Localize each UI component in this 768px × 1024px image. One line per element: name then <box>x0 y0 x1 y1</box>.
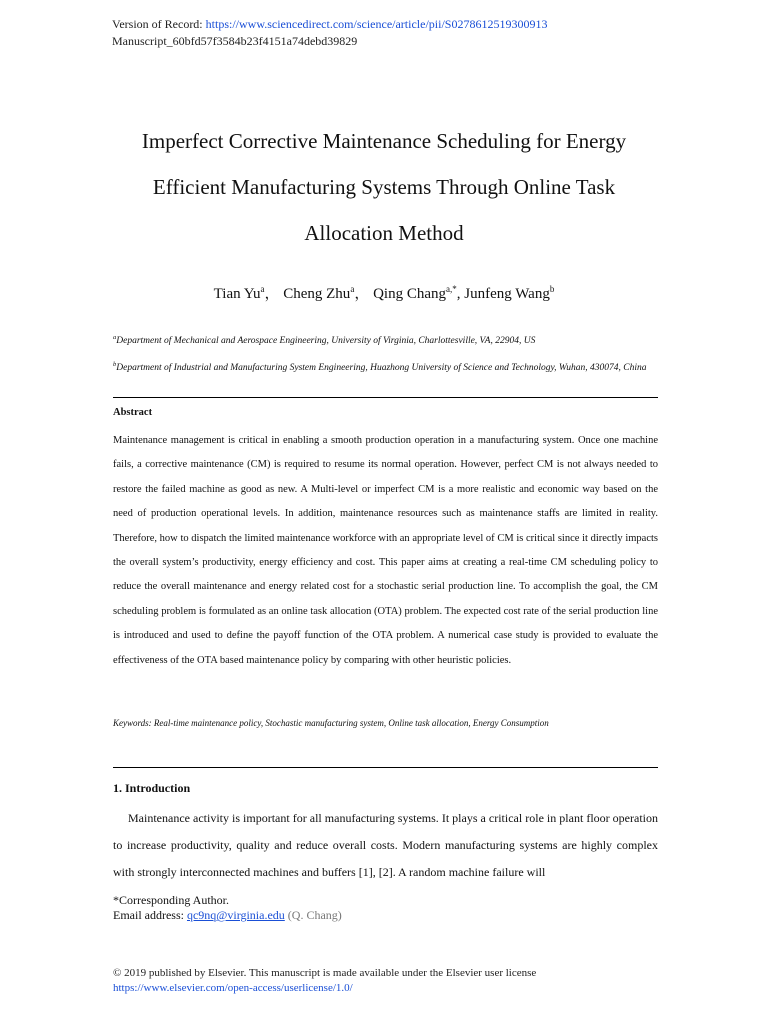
paper-title <box>60 118 708 256</box>
author-name: Junfeng Wang <box>464 286 550 302</box>
divider <box>113 767 658 768</box>
author-name: Qing Chang <box>373 286 446 302</box>
affiliation-a <box>113 326 658 353</box>
keywords: Keywords: Real-time maintenance policy, Stochastic manufacturing system, Online task allocation, Energy Consumption <box>113 718 549 728</box>
author-affiliation-mark: a <box>350 284 355 294</box>
affiliation-mark: a <box>113 334 117 341</box>
email-link[interactable]: qc9nq@virginia.edu <box>186 908 285 922</box>
corresponding-author-footnote <box>113 893 342 923</box>
email-label: Email address: <box>113 908 187 922</box>
title-line-2: Efficient Manufacturing Systems Through Online Task <box>152 175 616 199</box>
email-suffix: (Q. Chang) <box>284 908 342 922</box>
title-line-1: Imperfect Corrective Maintenance Scheduling for Energy <box>141 129 627 153</box>
author-name: Tian Yu <box>213 286 261 302</box>
author-affiliation-mark: a,* <box>446 284 457 294</box>
license-text: © 2019 published by Elsevier. This manuscript is made available under the Elsevier user license <box>113 967 537 979</box>
author-list <box>0 282 768 303</box>
author-affiliation-mark: b <box>549 284 555 294</box>
affiliation-text: Department of Industrial and Manufacturing System Engineering, Huazhong University of Science and Technology, Wuhan, 430074, China <box>116 363 647 374</box>
abstract-text: Maintenance management is critical in enabling a smooth production operation in a manufacturing system. Once one machine fails, a corrective maintenance (CM) is required to resume its normal operation. However, perfect CM is not always needed to restore the failed machine as good as new. A Multi-level or imperfect CM is a more realistic and economic way based on the need of production operational levels. In addition, maintenance resources such as maintenance staffs are limited in reality. Therefore, how to dispatch the limited maintenance workforce with an appropriate level of CM is critical since it directly impacts the overall system’s productivity, energy efficiency and cost. This paper aims at creating a real-time CM scheduling policy to reduce the overall maintenance and energy related cost for a stochastic serial production line. To accomplish the goal, the CM scheduling problem is formulated as an online task allocation (OTA) problem. The expected cost rate of the serial production line is introduced and used to define the payoff function of the OTA problem. A numerical case study is provided to evaluate the effectiveness of the OTA based maintenance policy by comparing with other heuristic policies. <box>113 435 658 666</box>
title-line-3: Allocation Method <box>304 221 464 245</box>
section-heading-introduction: 1. Introduction <box>113 781 191 795</box>
email-line <box>113 908 342 923</box>
license-link[interactable]: https://www.elsevier.com/open-access/userlicense/1.0/ <box>113 982 353 994</box>
divider <box>113 397 658 398</box>
version-of-record-link[interactable]: https://www.sciencedirect.com/science/article/pii/S0278612519300913 <box>205 17 548 31</box>
version-of-record <box>112 16 547 33</box>
affiliation-b <box>113 353 658 380</box>
introduction-text: Maintenance activity is important for all manufacturing systems. It plays a critical role in plant floor operation to increase productivity, quality and reduce overall costs. Modern manufacturing systems are highly complex with strongly interconnected machines and buffers [1], [2]. A random machine failure will <box>113 811 658 879</box>
license-notice <box>113 966 536 996</box>
manuscript-id: Manuscript_60bfd57f3584b23f4151a74debd39829 <box>112 34 358 48</box>
corresponding-author-label: *Corresponding Author. <box>113 893 229 907</box>
author-name: Cheng Zhu <box>283 286 351 302</box>
author-separator: , <box>456 286 465 302</box>
author-separator: ， <box>354 286 370 302</box>
author-affiliation-mark: a <box>260 284 265 294</box>
affiliation-mark: b <box>113 361 117 369</box>
version-label: Version of Record: <box>112 17 206 31</box>
record-header <box>112 16 547 50</box>
author-separator: ， <box>264 286 280 302</box>
affiliation-text: Department of Mechanical and Aerospace Engineering, University of Virginia, Charlottesville, VA, 22904, US <box>116 336 536 347</box>
abstract-heading: Abstract <box>113 407 153 418</box>
affiliations <box>113 326 658 380</box>
